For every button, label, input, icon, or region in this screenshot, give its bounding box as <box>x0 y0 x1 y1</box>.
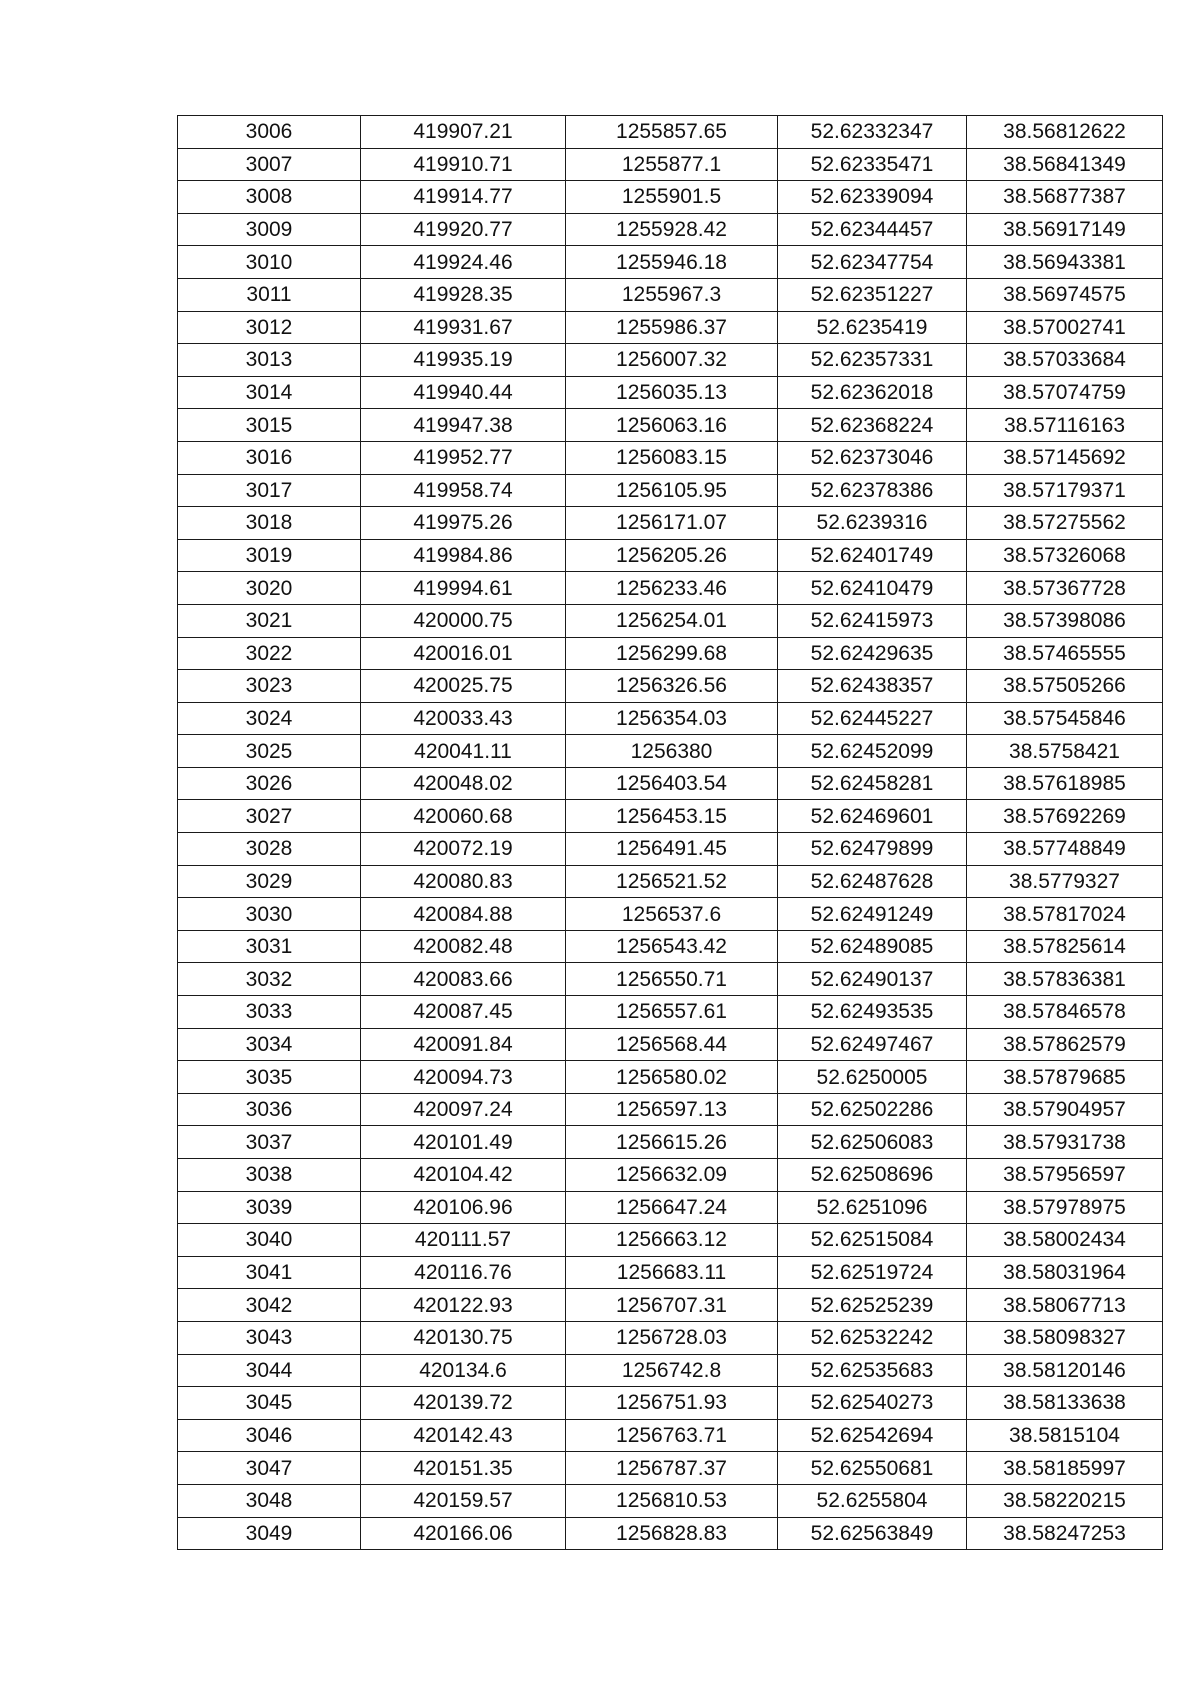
cell-latitude: 52.62550681 <box>778 1452 967 1485</box>
cell-latitude: 52.62445227 <box>778 702 967 735</box>
cell-point-number: 3041 <box>178 1256 361 1289</box>
cell-latitude: 52.62493535 <box>778 996 967 1029</box>
cell-y-coordinate: 1256171.07 <box>566 507 778 540</box>
cell-y-coordinate: 1256683.11 <box>566 1256 778 1289</box>
cell-x-coordinate: 419975.26 <box>361 507 566 540</box>
cell-point-number: 3026 <box>178 767 361 800</box>
cell-point-number: 3011 <box>178 278 361 311</box>
cell-point-number: 3039 <box>178 1191 361 1224</box>
cell-y-coordinate: 1256299.68 <box>566 637 778 670</box>
cell-longitude: 38.5815104 <box>967 1419 1163 1452</box>
cell-longitude: 38.58220215 <box>967 1484 1163 1517</box>
cell-y-coordinate: 1256254.01 <box>566 604 778 637</box>
cell-longitude: 38.5779327 <box>967 865 1163 898</box>
cell-latitude: 52.62339094 <box>778 181 967 214</box>
cell-point-number: 3038 <box>178 1159 361 1192</box>
table-row <box>178 702 1163 735</box>
cell-longitude: 38.57817024 <box>967 898 1163 931</box>
cell-point-number: 3006 <box>178 116 361 149</box>
table-row <box>178 865 1163 898</box>
cell-longitude: 38.57116163 <box>967 409 1163 442</box>
cell-x-coordinate: 419924.46 <box>361 246 566 279</box>
cell-latitude: 52.62401749 <box>778 539 967 572</box>
table-row <box>178 1289 1163 1322</box>
cell-latitude: 52.62497467 <box>778 1028 967 1061</box>
table-row <box>178 1419 1163 1452</box>
table-row <box>178 996 1163 1029</box>
cell-y-coordinate: 1256557.61 <box>566 996 778 1029</box>
cell-latitude: 52.62438357 <box>778 670 967 703</box>
cell-point-number: 3047 <box>178 1452 361 1485</box>
cell-y-coordinate: 1256550.71 <box>566 963 778 996</box>
cell-latitude: 52.62429635 <box>778 637 967 670</box>
cell-x-coordinate: 419940.44 <box>361 376 566 409</box>
cell-y-coordinate: 1255901.5 <box>566 181 778 214</box>
cell-longitude: 38.57367728 <box>967 572 1163 605</box>
cell-y-coordinate: 1256521.52 <box>566 865 778 898</box>
table-row <box>178 311 1163 344</box>
cell-longitude: 38.57825614 <box>967 930 1163 963</box>
cell-x-coordinate: 420082.48 <box>361 930 566 963</box>
cell-point-number: 3021 <box>178 604 361 637</box>
cell-y-coordinate: 1256828.83 <box>566 1517 778 1550</box>
cell-y-coordinate: 1256491.45 <box>566 833 778 866</box>
cell-longitude: 38.57326068 <box>967 539 1163 572</box>
cell-point-number: 3037 <box>178 1126 361 1159</box>
cell-x-coordinate: 420041.11 <box>361 735 566 768</box>
cell-point-number: 3032 <box>178 963 361 996</box>
cell-x-coordinate: 420087.45 <box>361 996 566 1029</box>
cell-point-number: 3044 <box>178 1354 361 1387</box>
cell-x-coordinate: 419907.21 <box>361 116 566 149</box>
cell-point-number: 3031 <box>178 930 361 963</box>
cell-x-coordinate: 420084.88 <box>361 898 566 931</box>
cell-latitude: 52.62458281 <box>778 767 967 800</box>
cell-y-coordinate: 1256537.6 <box>566 898 778 931</box>
cell-point-number: 3033 <box>178 996 361 1029</box>
cell-y-coordinate: 1255946.18 <box>566 246 778 279</box>
cell-y-coordinate: 1256810.53 <box>566 1484 778 1517</box>
cell-x-coordinate: 419952.77 <box>361 441 566 474</box>
cell-latitude: 52.62469601 <box>778 800 967 833</box>
cell-latitude: 52.62351227 <box>778 278 967 311</box>
cell-latitude: 52.62563849 <box>778 1517 967 1550</box>
cell-latitude: 52.62542694 <box>778 1419 967 1452</box>
table-row <box>178 670 1163 703</box>
cell-latitude: 52.62525239 <box>778 1289 967 1322</box>
cell-point-number: 3009 <box>178 213 361 246</box>
cell-latitude: 52.62540273 <box>778 1387 967 1420</box>
cell-x-coordinate: 420104.42 <box>361 1159 566 1192</box>
cell-point-number: 3014 <box>178 376 361 409</box>
cell-latitude: 52.62410479 <box>778 572 967 605</box>
cell-y-coordinate: 1256233.46 <box>566 572 778 605</box>
cell-latitude: 52.6255804 <box>778 1484 967 1517</box>
table-row <box>178 278 1163 311</box>
cell-point-number: 3036 <box>178 1093 361 1126</box>
cell-x-coordinate: 419920.77 <box>361 213 566 246</box>
cell-y-coordinate: 1255857.65 <box>566 116 778 149</box>
cell-latitude: 52.6250005 <box>778 1061 967 1094</box>
cell-point-number: 3040 <box>178 1224 361 1257</box>
cell-y-coordinate: 1256568.44 <box>566 1028 778 1061</box>
cell-point-number: 3027 <box>178 800 361 833</box>
cell-latitude: 52.62479899 <box>778 833 967 866</box>
cell-y-coordinate: 1256647.24 <box>566 1191 778 1224</box>
cell-latitude: 52.62335471 <box>778 148 967 181</box>
cell-latitude: 52.62508696 <box>778 1159 967 1192</box>
cell-longitude: 38.57978975 <box>967 1191 1163 1224</box>
cell-longitude: 38.57074759 <box>967 376 1163 409</box>
cell-x-coordinate: 420122.93 <box>361 1289 566 1322</box>
cell-longitude: 38.57179371 <box>967 474 1163 507</box>
table-row <box>178 539 1163 572</box>
table-row <box>178 604 1163 637</box>
cell-y-coordinate: 1256663.12 <box>566 1224 778 1257</box>
table-row <box>178 148 1163 181</box>
cell-latitude: 52.62357331 <box>778 344 967 377</box>
cell-x-coordinate: 420151.35 <box>361 1452 566 1485</box>
cell-x-coordinate: 420130.75 <box>361 1321 566 1354</box>
cell-x-coordinate: 420000.75 <box>361 604 566 637</box>
table-row <box>178 1321 1163 1354</box>
cell-point-number: 3010 <box>178 246 361 279</box>
cell-longitude: 38.57398086 <box>967 604 1163 637</box>
cell-longitude: 38.57692269 <box>967 800 1163 833</box>
cell-longitude: 38.57618985 <box>967 767 1163 800</box>
table-row <box>178 441 1163 474</box>
cell-latitude: 52.62506083 <box>778 1126 967 1159</box>
cell-point-number: 3030 <box>178 898 361 931</box>
cell-longitude: 38.58002434 <box>967 1224 1163 1257</box>
cell-y-coordinate: 1256205.26 <box>566 539 778 572</box>
cell-latitude: 52.62332347 <box>778 116 967 149</box>
cell-point-number: 3013 <box>178 344 361 377</box>
table-row <box>178 767 1163 800</box>
cell-longitude: 38.57836381 <box>967 963 1163 996</box>
cell-point-number: 3028 <box>178 833 361 866</box>
cell-latitude: 52.62532242 <box>778 1321 967 1354</box>
table-row <box>178 1093 1163 1126</box>
cell-y-coordinate: 1256728.03 <box>566 1321 778 1354</box>
cell-y-coordinate: 1256763.71 <box>566 1419 778 1452</box>
table-row <box>178 1159 1163 1192</box>
cell-longitude: 38.58067713 <box>967 1289 1163 1322</box>
table-row <box>178 376 1163 409</box>
table-row <box>178 409 1163 442</box>
cell-point-number: 3022 <box>178 637 361 670</box>
cell-latitude: 52.62489085 <box>778 930 967 963</box>
cell-point-number: 3016 <box>178 441 361 474</box>
cell-point-number: 3025 <box>178 735 361 768</box>
table-row <box>178 1224 1163 1257</box>
cell-longitude: 38.57879685 <box>967 1061 1163 1094</box>
cell-y-coordinate: 1256543.42 <box>566 930 778 963</box>
cell-point-number: 3008 <box>178 181 361 214</box>
cell-x-coordinate: 420048.02 <box>361 767 566 800</box>
cell-y-coordinate: 1256354.03 <box>566 702 778 735</box>
table-row <box>178 1126 1163 1159</box>
cell-latitude: 52.62362018 <box>778 376 967 409</box>
cell-y-coordinate: 1256580.02 <box>566 1061 778 1094</box>
table-row <box>178 344 1163 377</box>
cell-longitude: 38.57904957 <box>967 1093 1163 1126</box>
cell-latitude: 52.6239316 <box>778 507 967 540</box>
cell-x-coordinate: 419910.71 <box>361 148 566 181</box>
cell-x-coordinate: 420101.49 <box>361 1126 566 1159</box>
cell-latitude: 52.62452099 <box>778 735 967 768</box>
cell-x-coordinate: 420033.43 <box>361 702 566 735</box>
cell-latitude: 52.62368224 <box>778 409 967 442</box>
table-row <box>178 474 1163 507</box>
cell-longitude: 38.57505266 <box>967 670 1163 703</box>
cell-point-number: 3007 <box>178 148 361 181</box>
cell-longitude: 38.56812622 <box>967 116 1163 149</box>
cell-y-coordinate: 1256105.95 <box>566 474 778 507</box>
table-row <box>178 246 1163 279</box>
cell-point-number: 3024 <box>178 702 361 735</box>
cell-x-coordinate: 419928.35 <box>361 278 566 311</box>
table-row <box>178 572 1163 605</box>
cell-x-coordinate: 420159.57 <box>361 1484 566 1517</box>
cell-longitude: 38.56917149 <box>967 213 1163 246</box>
cell-longitude: 38.58185997 <box>967 1452 1163 1485</box>
table-row <box>178 507 1163 540</box>
cell-x-coordinate: 420134.6 <box>361 1354 566 1387</box>
cell-longitude: 38.57545846 <box>967 702 1163 735</box>
cell-longitude: 38.58133638 <box>967 1387 1163 1420</box>
cell-x-coordinate: 420097.24 <box>361 1093 566 1126</box>
cell-x-coordinate: 419947.38 <box>361 409 566 442</box>
cell-x-coordinate: 420142.43 <box>361 1419 566 1452</box>
table-row <box>178 1484 1163 1517</box>
cell-y-coordinate: 1256403.54 <box>566 767 778 800</box>
cell-longitude: 38.57862579 <box>967 1028 1163 1061</box>
cell-y-coordinate: 1255967.3 <box>566 278 778 311</box>
cell-point-number: 3015 <box>178 409 361 442</box>
cell-point-number: 3020 <box>178 572 361 605</box>
table-row <box>178 637 1163 670</box>
cell-x-coordinate: 420094.73 <box>361 1061 566 1094</box>
table-row <box>178 1452 1163 1485</box>
cell-latitude: 52.62378386 <box>778 474 967 507</box>
cell-point-number: 3029 <box>178 865 361 898</box>
table-row <box>178 1387 1163 1420</box>
coordinates-table-body <box>178 116 1163 1550</box>
cell-y-coordinate: 1256326.56 <box>566 670 778 703</box>
cell-y-coordinate: 1256063.16 <box>566 409 778 442</box>
cell-longitude: 38.57275562 <box>967 507 1163 540</box>
cell-longitude: 38.56943381 <box>967 246 1163 279</box>
cell-latitude: 52.62491249 <box>778 898 967 931</box>
cell-longitude: 38.58031964 <box>967 1256 1163 1289</box>
cell-x-coordinate: 420080.83 <box>361 865 566 898</box>
table-row <box>178 1028 1163 1061</box>
cell-x-coordinate: 420116.76 <box>361 1256 566 1289</box>
table-row <box>178 963 1163 996</box>
cell-latitude: 52.62515084 <box>778 1224 967 1257</box>
table-row <box>178 898 1163 931</box>
cell-x-coordinate: 420060.68 <box>361 800 566 833</box>
cell-latitude: 52.62490137 <box>778 963 967 996</box>
cell-longitude: 38.56841349 <box>967 148 1163 181</box>
cell-longitude: 38.58098327 <box>967 1321 1163 1354</box>
cell-x-coordinate: 420025.75 <box>361 670 566 703</box>
cell-y-coordinate: 1255877.1 <box>566 148 778 181</box>
cell-x-coordinate: 419984.86 <box>361 539 566 572</box>
cell-point-number: 3043 <box>178 1321 361 1354</box>
cell-x-coordinate: 420111.57 <box>361 1224 566 1257</box>
cell-x-coordinate: 420083.66 <box>361 963 566 996</box>
table-row <box>178 833 1163 866</box>
table-row <box>178 1061 1163 1094</box>
cell-y-coordinate: 1256453.15 <box>566 800 778 833</box>
cell-y-coordinate: 1256615.26 <box>566 1126 778 1159</box>
table-row <box>178 735 1163 768</box>
cell-y-coordinate: 1256035.13 <box>566 376 778 409</box>
cell-y-coordinate: 1256380 <box>566 735 778 768</box>
table-row <box>178 930 1163 963</box>
cell-latitude: 52.62347754 <box>778 246 967 279</box>
table-row <box>178 800 1163 833</box>
cell-y-coordinate: 1256742.8 <box>566 1354 778 1387</box>
cell-point-number: 3042 <box>178 1289 361 1322</box>
cell-point-number: 3046 <box>178 1419 361 1452</box>
cell-y-coordinate: 1256707.31 <box>566 1289 778 1322</box>
cell-longitude: 38.57145692 <box>967 441 1163 474</box>
cell-y-coordinate: 1255986.37 <box>566 311 778 344</box>
cell-latitude: 52.6251096 <box>778 1191 967 1224</box>
cell-longitude: 38.5758421 <box>967 735 1163 768</box>
cell-point-number: 3034 <box>178 1028 361 1061</box>
cell-y-coordinate: 1256787.37 <box>566 1452 778 1485</box>
cell-point-number: 3049 <box>178 1517 361 1550</box>
cell-x-coordinate: 419958.74 <box>361 474 566 507</box>
cell-longitude: 38.57931738 <box>967 1126 1163 1159</box>
cell-longitude: 38.58120146 <box>967 1354 1163 1387</box>
cell-longitude: 38.58247253 <box>967 1517 1163 1550</box>
cell-point-number: 3023 <box>178 670 361 703</box>
cell-point-number: 3012 <box>178 311 361 344</box>
table-row <box>178 116 1163 149</box>
cell-latitude: 52.62502286 <box>778 1093 967 1126</box>
table-row <box>178 181 1163 214</box>
cell-point-number: 3019 <box>178 539 361 572</box>
cell-y-coordinate: 1255928.42 <box>566 213 778 246</box>
cell-x-coordinate: 419935.19 <box>361 344 566 377</box>
cell-longitude: 38.57465555 <box>967 637 1163 670</box>
cell-x-coordinate: 420016.01 <box>361 637 566 670</box>
cell-longitude: 38.56974575 <box>967 278 1163 311</box>
cell-y-coordinate: 1256083.15 <box>566 441 778 474</box>
cell-latitude: 52.62373046 <box>778 441 967 474</box>
cell-x-coordinate: 419914.77 <box>361 181 566 214</box>
cell-y-coordinate: 1256751.93 <box>566 1387 778 1420</box>
cell-x-coordinate: 419931.67 <box>361 311 566 344</box>
cell-y-coordinate: 1256597.13 <box>566 1093 778 1126</box>
table-row <box>178 1354 1163 1387</box>
table-row <box>178 1517 1163 1550</box>
cell-latitude: 52.62344457 <box>778 213 967 246</box>
cell-x-coordinate: 420139.72 <box>361 1387 566 1420</box>
cell-y-coordinate: 1256632.09 <box>566 1159 778 1192</box>
cell-longitude: 38.57033684 <box>967 344 1163 377</box>
cell-longitude: 38.57846578 <box>967 996 1163 1029</box>
cell-y-coordinate: 1256007.32 <box>566 344 778 377</box>
cell-latitude: 52.62487628 <box>778 865 967 898</box>
cell-x-coordinate: 420072.19 <box>361 833 566 866</box>
cell-latitude: 52.62415973 <box>778 604 967 637</box>
cell-x-coordinate: 420091.84 <box>361 1028 566 1061</box>
cell-x-coordinate: 420166.06 <box>361 1517 566 1550</box>
cell-point-number: 3045 <box>178 1387 361 1420</box>
cell-point-number: 3017 <box>178 474 361 507</box>
cell-point-number: 3048 <box>178 1484 361 1517</box>
table-row <box>178 213 1163 246</box>
table-row <box>178 1191 1163 1224</box>
cell-point-number: 3035 <box>178 1061 361 1094</box>
cell-longitude: 38.56877387 <box>967 181 1163 214</box>
cell-latitude: 52.62519724 <box>778 1256 967 1289</box>
table-row <box>178 1256 1163 1289</box>
cell-latitude: 52.62535683 <box>778 1354 967 1387</box>
cell-x-coordinate: 419994.61 <box>361 572 566 605</box>
cell-longitude: 38.57002741 <box>967 311 1163 344</box>
cell-longitude: 38.57748849 <box>967 833 1163 866</box>
cell-latitude: 52.6235419 <box>778 311 967 344</box>
cell-x-coordinate: 420106.96 <box>361 1191 566 1224</box>
cell-point-number: 3018 <box>178 507 361 540</box>
cell-longitude: 38.57956597 <box>967 1159 1163 1192</box>
coordinates-table <box>177 115 1163 1550</box>
